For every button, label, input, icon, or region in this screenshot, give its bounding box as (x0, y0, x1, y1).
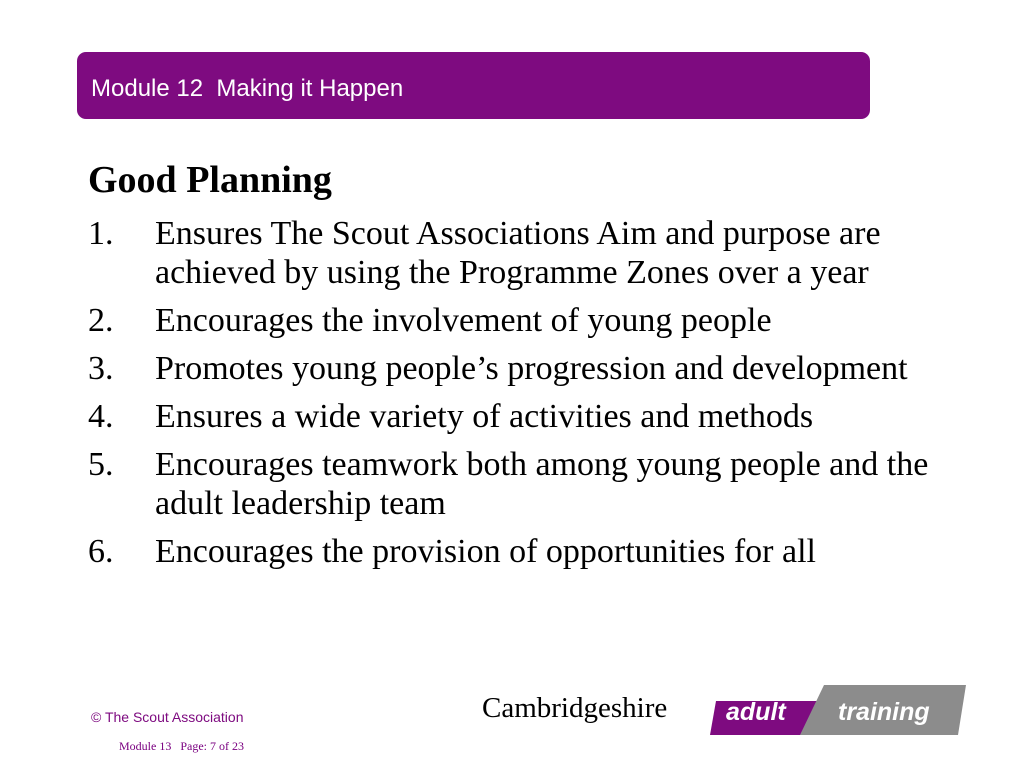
footer-page-info: Module 13 Page: 7 of 23 (119, 739, 244, 753)
region-label: Cambridgeshire (482, 692, 668, 724)
list-item-number: 6. (88, 533, 114, 570)
list-item (88, 445, 968, 523)
list-item-number: 2. (88, 302, 114, 339)
list-item (88, 349, 968, 388)
slide-heading: Good Planning (88, 159, 332, 201)
list-item-number: 5. (88, 446, 114, 483)
list-item-text: Encourages the involvement of young people (155, 302, 772, 339)
header-bar (77, 52, 870, 119)
list-item-text: Ensures a wide variety of activities and methods (155, 398, 814, 435)
logo-word-training: training (838, 698, 930, 726)
list-item-number: 4. (88, 398, 114, 435)
list-item-text: Ensures The Scout Associations Aim and purpose are achieved by using the Programme Zones over a year (155, 215, 881, 291)
list-item-text: Encourages teamwork both among young people and the adult leadership team (155, 446, 929, 522)
list-item-text: Encourages the provision of opportunities for all (155, 533, 816, 570)
list-item-number: 1. (88, 215, 114, 252)
list-item (88, 532, 968, 571)
adult-training-logo (706, 683, 968, 739)
planning-list (88, 214, 968, 580)
list-item (88, 397, 968, 436)
list-item-number: 3. (88, 350, 114, 387)
logo-word-adult: adult (726, 698, 786, 726)
slide-header-title: Module 12 Making it Happen (91, 75, 404, 102)
list-item (88, 301, 968, 340)
footer-copyright: © The Scout Association (91, 709, 244, 725)
list-item (88, 214, 968, 292)
list-item-text: Promotes young people’s progression and development (155, 350, 908, 387)
